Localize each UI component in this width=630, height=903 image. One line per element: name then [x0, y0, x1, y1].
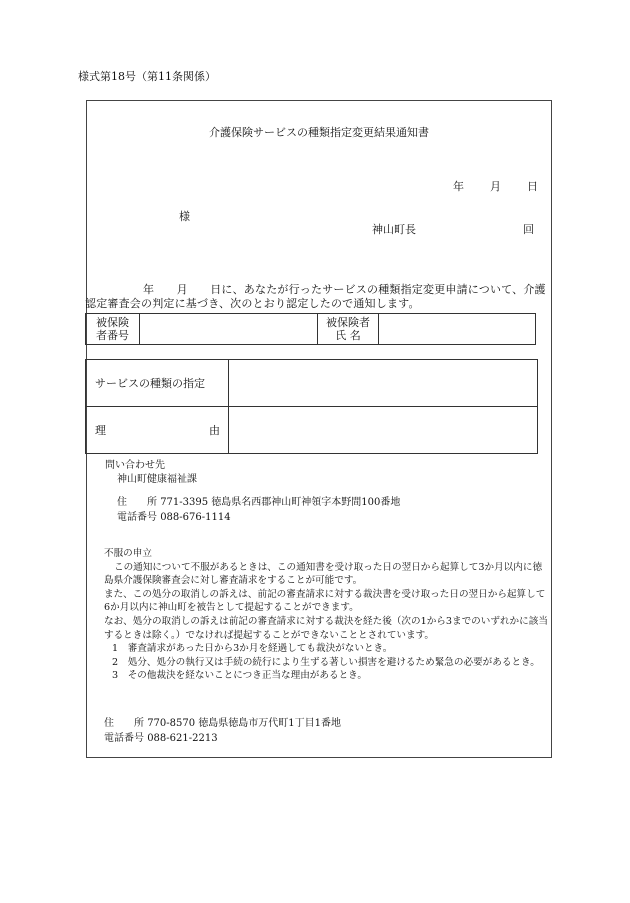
objection-section: [104, 547, 550, 683]
court-address: 住 所 770-8570 徳島県徳島市万代町1丁目1番地: [104, 718, 342, 729]
objection-paragraph: また、この処分の取消しの訴えは、前記の審査請求に対する裁決書を受け取った日の翌日から起算して6か月以内に神山町を被告として提起することができます。: [104, 588, 546, 614]
service-type-label: サービスの種類の指定: [86, 360, 229, 407]
contact-heading: 問い合わせ先: [105, 460, 165, 471]
notice-frame: [86, 100, 552, 758]
issuer: 神山町長: [372, 223, 416, 236]
addressee-suffix: 様: [179, 210, 190, 223]
reason-value[interactable]: [229, 407, 538, 454]
insured-number-value[interactable]: [140, 314, 318, 345]
objection-item: 3 その他裁決を経ないことにつき正当な理由があるとき。: [112, 670, 367, 682]
service-table: [85, 359, 538, 454]
reason-label: 理 由: [86, 407, 229, 454]
date-day: 日: [527, 180, 538, 193]
seal-mark: 回: [523, 223, 534, 236]
form-number: 様式第18号（第11条関係）: [78, 70, 216, 83]
date-year: 年: [453, 180, 464, 193]
body-text: 年 月 日に、あなたが行ったサービスの種類指定変更申請について、介護認定審査会の判定に基づき、次のとおり認定したので通知します。: [85, 283, 546, 310]
objection-item: 1 審査請求があった日から3か月を経過しても裁決がないとき。: [112, 643, 393, 655]
contact-address: 住 所 771-3395 徳島県名西郡神山町神領字本野間100番地: [117, 497, 401, 508]
objection-heading: 不服の申立: [104, 548, 152, 559]
objection-paragraph: この通知について不服があるときは、この通知書を受け取った日の翌日から起算して3か月以内に徳島県介護保険審査会に対し審査請求をすることが可能です。: [104, 561, 543, 587]
insured-number-label: 被保険 者番号: [86, 314, 140, 345]
contact-department: 神山町健康福祉課: [117, 474, 197, 485]
objection-paragraph: なお、処分の取消しの訴えは前記の審査請求に対する裁決を経た後（次の1から3までのいずれかに該当するときは除く。）でなければ提起することができないこととされています。: [104, 615, 548, 641]
court-tel: 電話番号 088-621-2213: [104, 733, 218, 744]
document-title: 介護保険サービスの種類指定変更結果通知書: [209, 126, 429, 139]
service-type-value[interactable]: [229, 360, 538, 407]
insured-name-value[interactable]: [379, 314, 536, 345]
insured-name-label: 被保険者 氏 名: [318, 314, 379, 345]
contact-tel: 電話番号 088-676-1114: [117, 512, 231, 523]
objection-item: 2 処分、処分の執行又は手続の続行により生ずる著しい損害を避けるため緊急の必要があるとき。: [112, 656, 540, 668]
insured-table: [85, 313, 536, 345]
date-month: 月: [490, 180, 501, 193]
